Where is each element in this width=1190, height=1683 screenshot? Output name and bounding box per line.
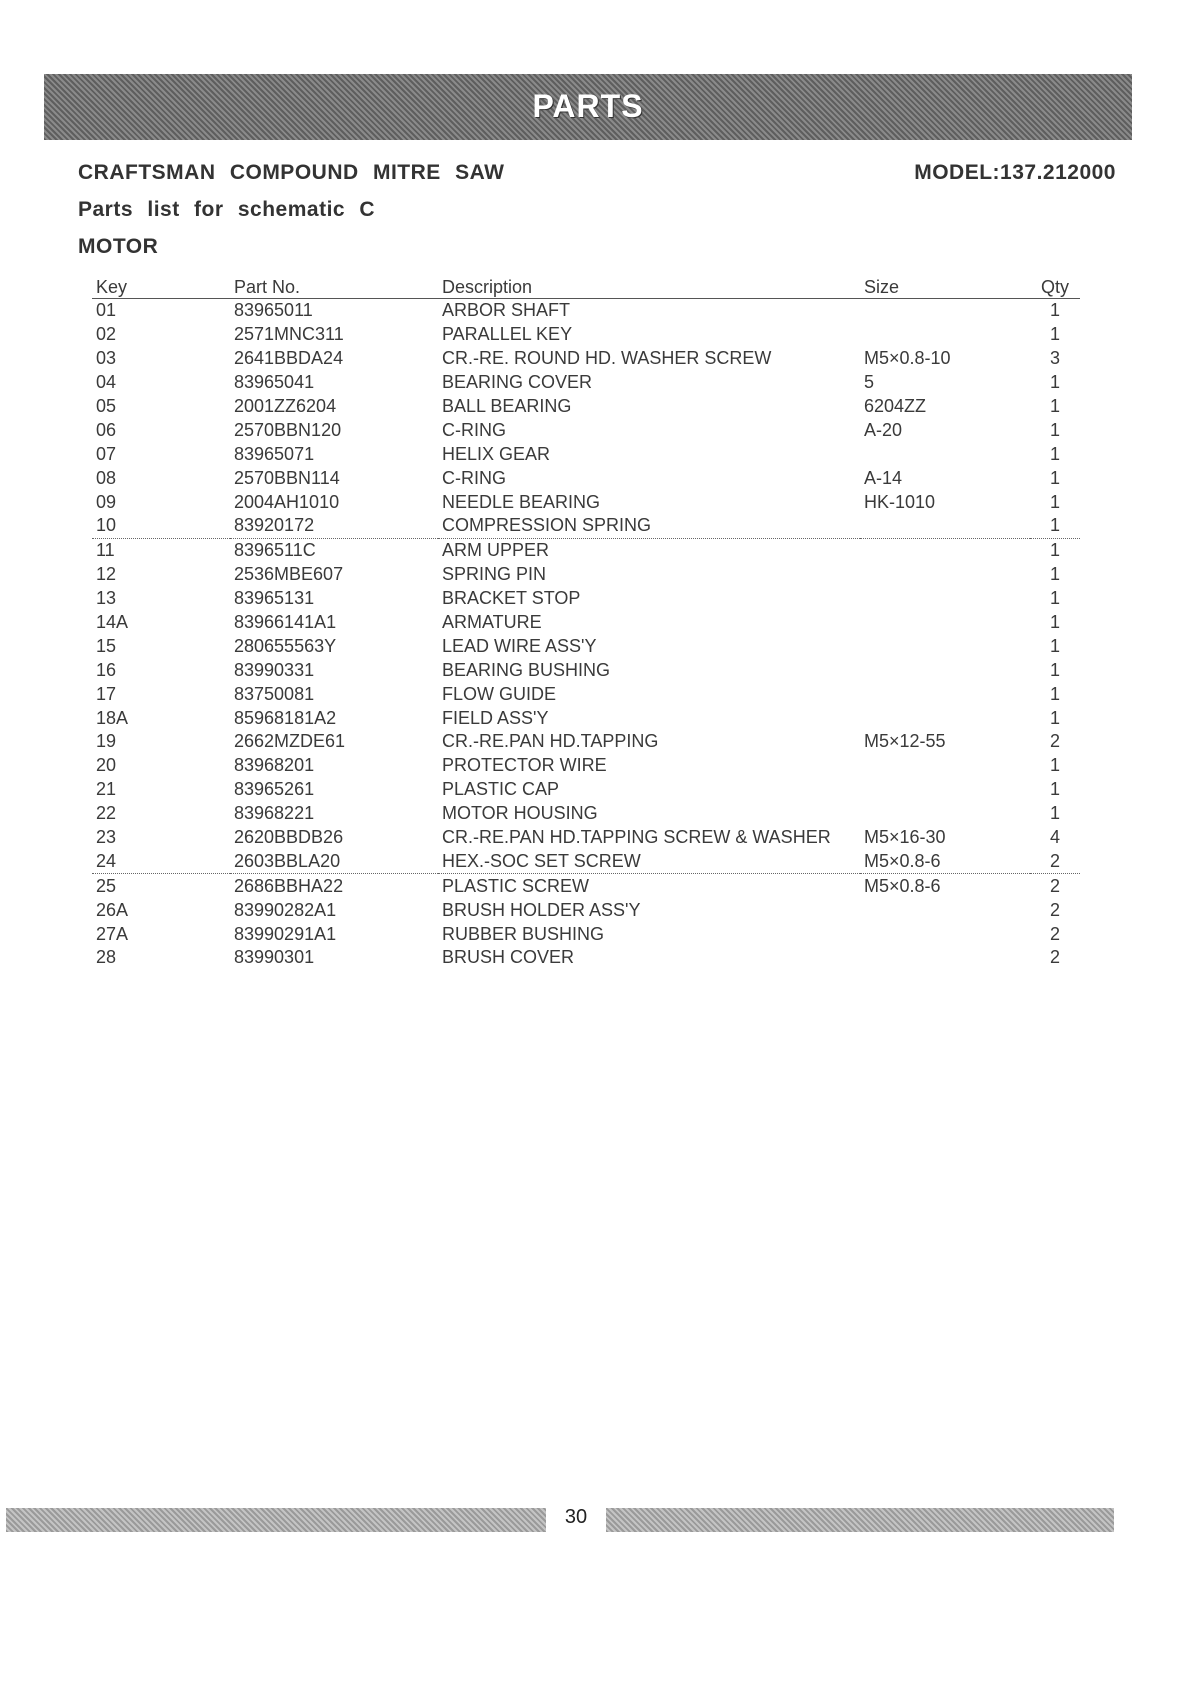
row-size	[860, 538, 1030, 562]
row-qty: 2	[1049, 731, 1060, 752]
row-key: 11	[96, 540, 115, 561]
row-size: A-14	[864, 467, 903, 488]
row-qty: 1	[1049, 779, 1060, 800]
row-description: FIELD ASS'Y	[442, 707, 549, 728]
row-qty: 1	[1049, 803, 1060, 824]
table-row	[92, 490, 1080, 514]
column-header-size: Size	[860, 274, 1030, 299]
row-part-no: 2570BBN120	[234, 419, 342, 440]
row-qty: 1	[1049, 683, 1060, 704]
table-row	[92, 730, 1080, 754]
row-size: M5×0.8-10	[864, 348, 951, 369]
table-row	[92, 442, 1080, 466]
row-key: 06	[96, 419, 117, 440]
row-part-no: 83965071	[234, 443, 315, 464]
row-qty: 1	[1049, 300, 1060, 321]
row-description: BEARING COVER	[442, 372, 593, 393]
row-size: M5×0.8-6	[864, 875, 941, 896]
row-part-no: 83750081	[234, 683, 315, 704]
row-description: C-RING	[442, 419, 506, 440]
row-description: RUBBER BUSHING	[442, 923, 605, 944]
row-size: M5×16-30	[864, 827, 946, 848]
row-part-no: 83990291A1	[234, 923, 337, 944]
schematic-subtitle: Parts list for schematic C	[78, 198, 376, 221]
row-key: 14A	[96, 612, 129, 633]
row-description: ARM UPPER	[442, 540, 550, 561]
parts-table	[92, 274, 1080, 970]
parts-table-header	[92, 274, 1080, 299]
banner-title: PARTS	[532, 88, 644, 124]
row-part-no: 2004AH1010	[234, 491, 340, 512]
row-size	[860, 922, 1030, 946]
row-size: M5×12-55	[864, 731, 946, 752]
row-key: 13	[96, 588, 117, 609]
row-description: ARMATURE	[442, 612, 542, 633]
table-row	[92, 514, 1080, 538]
row-part-no: 83990331	[234, 659, 315, 680]
row-description: COMPRESSION SPRING	[438, 514, 860, 538]
row-qty: 1	[1049, 491, 1060, 512]
table-row	[92, 323, 1080, 347]
row-key: 20	[96, 755, 117, 776]
row-part-no: 83990301	[234, 947, 315, 968]
row-part-no: 83965261	[234, 779, 315, 800]
row-qty: 1	[1049, 635, 1060, 656]
column-header-description: Description	[438, 274, 860, 299]
row-part-no: 2603BBLA20	[230, 849, 438, 873]
row-size	[860, 946, 1030, 970]
row-key: 21	[96, 779, 117, 800]
row-key: 18A	[96, 707, 129, 728]
row-description: NEEDLE BEARING	[442, 491, 601, 512]
table-row	[92, 778, 1080, 802]
row-part-no: 2686BBHA22	[234, 875, 344, 896]
row-qty: 1	[1049, 443, 1060, 464]
parts-banner	[44, 74, 1132, 140]
row-size	[860, 563, 1030, 587]
row-size	[860, 658, 1030, 682]
row-qty: 1	[1049, 564, 1060, 585]
table-row	[92, 802, 1080, 826]
row-size	[860, 299, 1030, 323]
table-row	[92, 874, 1080, 898]
table-row	[92, 466, 1080, 490]
row-part-no: 83920172	[230, 514, 438, 538]
row-key: 10	[92, 514, 230, 538]
row-description: CR.-RE. ROUND HD. WASHER SCREW	[442, 348, 772, 369]
row-key: 08	[96, 467, 117, 488]
row-size	[860, 587, 1030, 611]
table-row	[92, 395, 1080, 419]
table-row	[92, 299, 1080, 323]
row-description: PLASTIC SCREW	[442, 875, 590, 896]
row-qty: 2	[1030, 849, 1080, 873]
row-qty: 1	[1049, 612, 1060, 633]
row-description: BEARING BUSHING	[442, 659, 611, 680]
row-qty: 1	[1049, 707, 1060, 728]
row-qty: 1	[1049, 588, 1060, 609]
row-key: 17	[96, 683, 117, 704]
table-row	[92, 826, 1080, 850]
row-description: ARBOR SHAFT	[442, 300, 571, 321]
row-description: C-RING	[442, 467, 506, 488]
row-qty: 1	[1049, 659, 1060, 680]
row-part-no: 2571MNC311	[234, 324, 344, 345]
row-part-no: 83990282A1	[234, 899, 337, 920]
table-row	[92, 371, 1080, 395]
row-size	[860, 802, 1030, 826]
row-description: PLASTIC CAP	[442, 779, 560, 800]
row-size: M5×0.8-6	[860, 849, 1030, 873]
row-qty: 2	[1049, 923, 1060, 944]
row-qty: 1	[1049, 419, 1060, 440]
row-part-no: 2662MZDE61	[234, 731, 346, 752]
row-part-no: 2001ZZ6204	[234, 396, 337, 416]
table-row	[92, 946, 1080, 970]
model-number: MODEL:137.212000	[914, 161, 1116, 184]
row-description: BRACKET STOP	[442, 588, 581, 609]
row-qty: 1	[1049, 755, 1060, 776]
row-key: 24	[92, 849, 230, 873]
column-header-part-no: Part No.	[230, 274, 438, 299]
row-key: 15	[96, 635, 117, 656]
row-key: 07	[96, 443, 117, 464]
row-part-no: 83968221	[234, 803, 315, 824]
row-description: PARALLEL KEY	[442, 324, 573, 345]
row-qty: 3	[1049, 348, 1060, 369]
row-description: BALL BEARING	[442, 396, 572, 416]
table-row	[92, 658, 1080, 682]
row-key: 23	[96, 827, 117, 848]
row-description: BRUSH HOLDER ASS'Y	[442, 899, 641, 920]
column-header-qty: Qty	[1030, 274, 1080, 299]
parts-table-body	[92, 299, 1080, 970]
row-size	[860, 898, 1030, 922]
row-part-no: 83966141A1	[234, 612, 337, 633]
row-size: A-20	[864, 419, 903, 440]
row-part-no: 2620BBDB26	[234, 827, 344, 848]
table-row	[92, 634, 1080, 658]
column-header-key: Key	[92, 274, 230, 299]
product-title: CRAFTSMAN COMPOUND MITRE SAW	[78, 161, 505, 184]
row-size	[860, 754, 1030, 778]
row-key: 25	[96, 875, 117, 896]
row-description: CR.-RE.PAN HD.TAPPING	[442, 731, 659, 752]
row-description: HELIX GEAR	[442, 443, 551, 464]
row-part-no: 85968181A2	[234, 707, 337, 728]
row-part-no: 83965011	[234, 300, 313, 321]
row-size	[860, 514, 1030, 538]
row-description: HEX.-SOC SET SCREW	[438, 849, 860, 873]
row-size: 5	[864, 372, 875, 393]
row-size	[860, 634, 1030, 658]
row-description: MOTOR HOUSING	[442, 803, 598, 824]
table-row	[92, 898, 1080, 922]
row-qty: 2	[1049, 947, 1060, 968]
row-key: 05	[96, 396, 117, 416]
row-key: 12	[96, 564, 117, 585]
row-description: SPRING PIN	[442, 564, 547, 585]
row-qty: 1	[1049, 396, 1060, 416]
row-part-no: 2641BBDA24	[234, 348, 344, 369]
table-row	[92, 706, 1080, 730]
row-key: 26A	[96, 899, 129, 920]
row-part-no: 8396511C	[234, 540, 316, 561]
row-part-no: 280655563Y	[234, 635, 337, 656]
row-description: PROTECTOR WIRE	[442, 755, 607, 776]
row-part-no: 2536MBE607	[234, 564, 344, 585]
table-row	[92, 587, 1080, 611]
row-qty: 1	[1049, 324, 1060, 345]
row-key: 09	[96, 491, 117, 512]
table-row	[92, 538, 1080, 562]
table-row	[92, 754, 1080, 778]
table-row	[92, 347, 1080, 371]
row-qty: 1	[1049, 372, 1060, 393]
row-part-no: 2570BBN114	[234, 467, 340, 488]
row-size	[860, 706, 1030, 730]
row-size	[860, 611, 1030, 635]
row-key: 03	[96, 348, 117, 369]
row-size	[860, 442, 1030, 466]
row-size	[860, 778, 1030, 802]
footer-bar-right	[606, 1508, 1114, 1532]
row-qty: 1	[1049, 540, 1060, 561]
row-size	[860, 682, 1030, 706]
row-size: 6204ZZ	[864, 396, 927, 416]
row-qty: 4	[1049, 827, 1060, 848]
row-description: FLOW GUIDE	[442, 683, 557, 704]
row-key: 02	[96, 324, 117, 345]
row-part-no: 83965131	[234, 588, 315, 609]
row-size: HK-1010	[864, 491, 936, 512]
row-description: BRUSH COVER	[442, 947, 575, 968]
row-description: LEAD WIRE ASS'Y	[442, 635, 597, 656]
footer-bar-left	[6, 1508, 546, 1532]
row-key: 04	[96, 372, 117, 393]
row-qty: 2	[1049, 899, 1060, 920]
row-key: 27A	[96, 923, 129, 944]
table-row	[92, 849, 1080, 873]
table-row	[92, 611, 1080, 635]
row-part-no: 83965041	[234, 372, 315, 393]
row-qty: 2	[1049, 875, 1060, 896]
section-title: MOTOR	[78, 235, 159, 258]
row-qty: 1	[1030, 514, 1080, 538]
row-qty: 1	[1049, 467, 1060, 488]
row-description: CR.-RE.PAN HD.TAPPING SCREW & WASHER	[442, 827, 831, 848]
table-row	[92, 682, 1080, 706]
page-number: 30	[564, 1506, 588, 1528]
row-key: 28	[96, 947, 117, 968]
row-key: 01	[96, 300, 117, 321]
row-size	[860, 323, 1030, 347]
table-row	[92, 563, 1080, 587]
table-row	[92, 418, 1080, 442]
table-row	[92, 922, 1080, 946]
row-key: 16	[96, 659, 117, 680]
row-part-no: 83968201	[234, 755, 315, 776]
row-key: 19	[96, 731, 117, 752]
row-key: 22	[96, 803, 117, 824]
